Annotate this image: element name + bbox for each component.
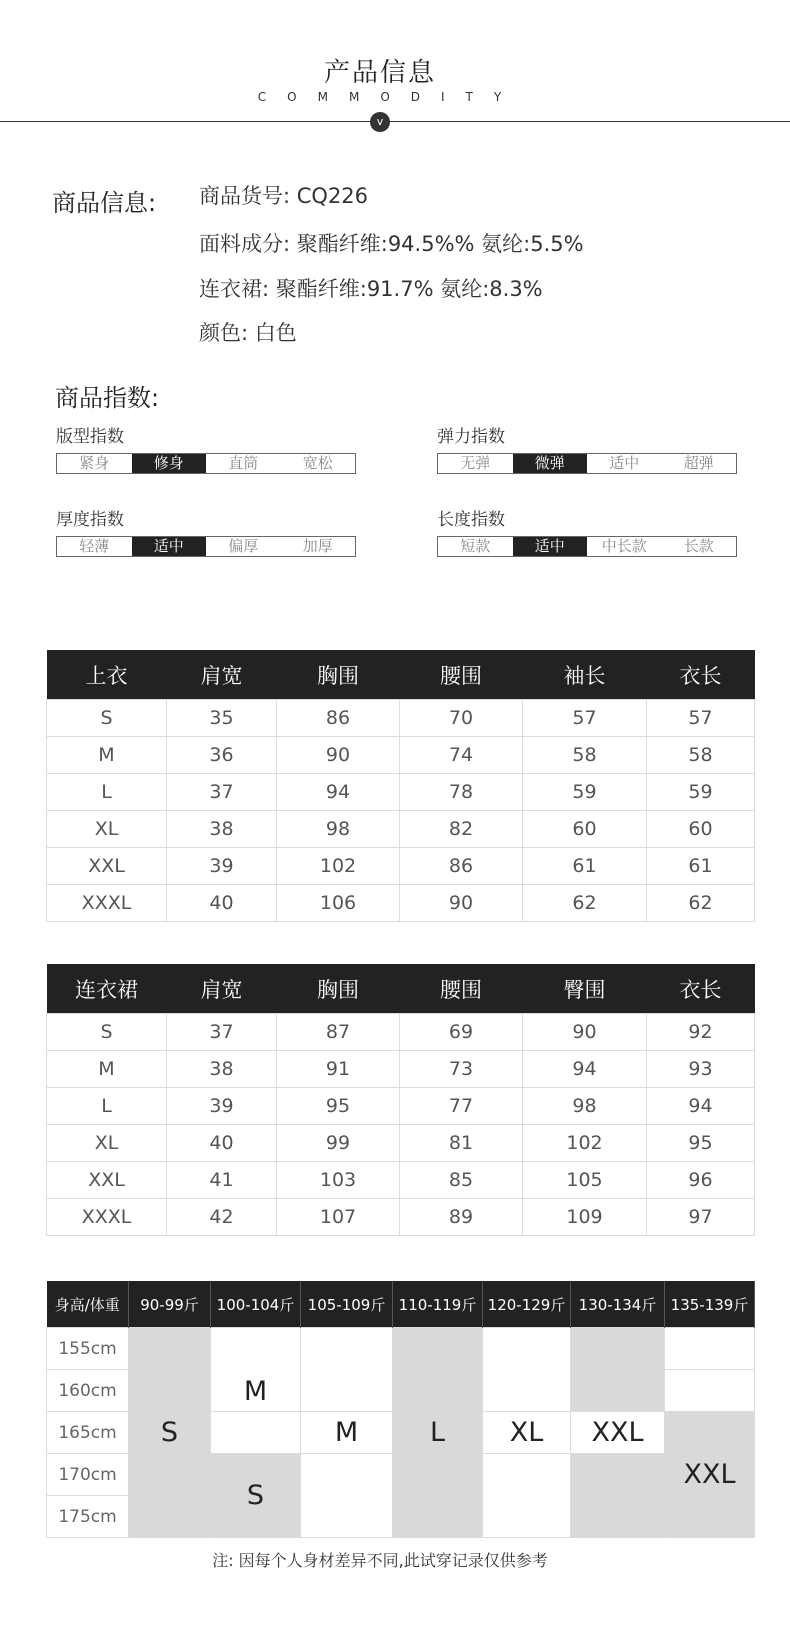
empty-cell <box>301 1454 393 1538</box>
table-cell: 60 <box>523 811 647 848</box>
table-cell: 60 <box>647 811 755 848</box>
height-cell: 160cm <box>47 1370 129 1412</box>
index-name: 厚度指数 <box>56 510 124 530</box>
table-cell: 96 <box>647 1162 755 1199</box>
table-cell: 39 <box>167 1088 277 1125</box>
table-cell: 105 <box>523 1162 647 1199</box>
table-cell: 85 <box>400 1162 523 1199</box>
index-option-selected: 适中 <box>132 537 207 556</box>
column-header: 腰围 <box>400 964 523 1014</box>
table-cell: 57 <box>647 700 755 737</box>
index-option-selected: 适中 <box>513 537 588 556</box>
top-size-table <box>46 650 755 922</box>
fit-reference-table <box>46 1281 755 1538</box>
empty-cell <box>301 1328 393 1412</box>
table-cell: 62 <box>647 885 755 922</box>
index-option: 直筒 <box>228 454 259 472</box>
chevron-down-icon: v <box>370 112 390 132</box>
index-option-selected: 微弹 <box>513 454 588 473</box>
empty-cell <box>483 1328 571 1412</box>
table-cell: 107 <box>277 1199 400 1236</box>
product-code: 商品货号: CQ226 <box>199 184 369 208</box>
table-cell: L <box>47 1088 167 1125</box>
table-row <box>47 774 755 811</box>
table-cell: 93 <box>647 1051 755 1088</box>
column-header: 连衣裙 <box>47 964 167 1014</box>
section-subtitle: COMMODITY <box>257 90 523 104</box>
column-header: 衣长 <box>647 650 755 700</box>
length-index <box>437 505 737 557</box>
table-cell: M <box>47 737 167 774</box>
table-cell: 94 <box>277 774 400 811</box>
empty-cell <box>483 1454 571 1538</box>
column-header: 腰围 <box>400 650 523 700</box>
empty-cell <box>665 1370 755 1412</box>
table-cell: 40 <box>167 885 277 922</box>
size-cell: XXL <box>665 1412 755 1538</box>
table-cell: 98 <box>523 1088 647 1125</box>
table-cell: 73 <box>400 1051 523 1088</box>
height-cell: 175cm <box>47 1496 129 1538</box>
column-header: 肩宽 <box>167 964 277 1014</box>
table-cell: 81 <box>400 1125 523 1162</box>
index-option: 宽松 <box>302 454 333 472</box>
table-header-row <box>47 650 755 700</box>
table-cell: 97 <box>647 1199 755 1236</box>
column-header: 130-134斤 <box>571 1281 665 1328</box>
table-cell: 94 <box>523 1051 647 1088</box>
index-option: 短款 <box>460 537 491 555</box>
table-cell: 98 <box>277 811 400 848</box>
table-cell: 69 <box>400 1014 523 1051</box>
table-row <box>47 848 755 885</box>
size-cell: XL <box>483 1412 571 1454</box>
index-scale <box>437 453 737 474</box>
table-cell: 86 <box>400 848 523 885</box>
table-cell: 95 <box>647 1125 755 1162</box>
table-cell: 38 <box>167 811 277 848</box>
table-row <box>47 885 755 922</box>
table-cell: 57 <box>523 700 647 737</box>
table-row <box>47 1199 755 1236</box>
table-cell: XL <box>47 811 167 848</box>
table-cell: 91 <box>277 1051 400 1088</box>
table-cell: 58 <box>647 737 755 774</box>
column-header: 袖长 <box>523 650 647 700</box>
table-cell: 37 <box>167 1014 277 1051</box>
table-cell: 92 <box>647 1014 755 1051</box>
table-row <box>47 1162 755 1199</box>
index-option: 无弹 <box>460 454 491 472</box>
index-option: 紧身 <box>79 454 110 472</box>
column-header: 肩宽 <box>167 650 277 700</box>
table-cell: 87 <box>277 1014 400 1051</box>
table-header-row <box>47 964 755 1014</box>
table-cell: L <box>47 774 167 811</box>
index-scale <box>56 453 356 474</box>
height-cell: 155cm <box>47 1328 129 1370</box>
table-cell: XXL <box>47 848 167 885</box>
empty-cell <box>211 1412 301 1454</box>
size-cell: L <box>393 1328 483 1538</box>
column-header: 臀围 <box>523 964 647 1014</box>
table-row <box>47 1051 755 1088</box>
size-cell: M <box>211 1328 301 1412</box>
thickness-index <box>56 505 356 557</box>
table-cell: 38 <box>167 1051 277 1088</box>
table-cell: 62 <box>523 885 647 922</box>
table-cell: 61 <box>523 848 647 885</box>
table-cell: 95 <box>277 1088 400 1125</box>
table-cell: 70 <box>400 700 523 737</box>
table-cell: 42 <box>167 1199 277 1236</box>
index-option: 长款 <box>683 537 714 555</box>
table-cell: 90 <box>400 885 523 922</box>
table-cell: 36 <box>167 737 277 774</box>
table-row <box>47 1125 755 1162</box>
table-cell: 41 <box>167 1162 277 1199</box>
table-row <box>47 1014 755 1051</box>
table-cell: S <box>47 700 167 737</box>
column-header: 135-139斤 <box>665 1281 755 1328</box>
index-option: 轻薄 <box>79 537 110 555</box>
column-header: 胸围 <box>277 650 400 700</box>
table-cell: 99 <box>277 1125 400 1162</box>
size-cell: S <box>129 1328 211 1538</box>
table-cell: 78 <box>400 774 523 811</box>
dress-size-table <box>46 964 755 1236</box>
empty-cell <box>571 1328 665 1412</box>
column-header: 100-104斤 <box>211 1281 301 1328</box>
size-cell: M <box>301 1412 393 1454</box>
table-cell: XXXL <box>47 1199 167 1236</box>
table-cell: 82 <box>400 811 523 848</box>
size-cell: XXL <box>571 1412 665 1454</box>
table-cell: 103 <box>277 1162 400 1199</box>
table-cell: 89 <box>400 1199 523 1236</box>
size-cell: S <box>211 1454 301 1538</box>
table-cell: 39 <box>167 848 277 885</box>
table-cell: 40 <box>167 1125 277 1162</box>
index-name: 长度指数 <box>437 510 505 530</box>
table-cell: 109 <box>523 1199 647 1236</box>
column-header: 105-109斤 <box>301 1281 393 1328</box>
table-cell: 61 <box>647 848 755 885</box>
table-cell: 59 <box>523 774 647 811</box>
table-row <box>47 1088 755 1125</box>
table-cell: 35 <box>167 700 277 737</box>
index-scale <box>437 536 737 557</box>
empty-cell <box>571 1454 665 1538</box>
fabric-composition: 面料成分: 聚酯纤维:94.5%% 氨纶:5.5% <box>199 232 584 256</box>
table-cell: 77 <box>400 1088 523 1125</box>
stretch-index <box>437 422 737 474</box>
index-name: 版型指数 <box>56 427 124 447</box>
column-header: 上衣 <box>47 650 167 700</box>
index-name: 弹力指数 <box>437 427 505 447</box>
column-header: 120-129斤 <box>483 1281 571 1328</box>
index-option: 偏厚 <box>228 537 259 555</box>
index-option: 超弹 <box>683 454 714 472</box>
table-cell: 90 <box>277 737 400 774</box>
table-cell: 102 <box>277 848 400 885</box>
column-header: 110-119斤 <box>393 1281 483 1328</box>
table-row <box>47 811 755 848</box>
table-header-row <box>47 1281 755 1328</box>
table-cell: 58 <box>523 737 647 774</box>
column-header: 90-99斤 <box>129 1281 211 1328</box>
table-row <box>47 737 755 774</box>
index-option: 中长款 <box>601 537 647 555</box>
table-cell: 74 <box>400 737 523 774</box>
table-cell: 94 <box>647 1088 755 1125</box>
section-title: 产品信息 <box>323 58 436 88</box>
dress-composition: 连衣裙: 聚酯纤维:91.7% 氨纶:8.3% <box>199 277 543 301</box>
product-info-label: 商品信息: <box>52 189 157 217</box>
table-cell: 90 <box>523 1014 647 1051</box>
index-option: 加厚 <box>302 537 333 555</box>
table-cell: 37 <box>167 774 277 811</box>
fit-index <box>56 422 356 474</box>
table-cell: M <box>47 1051 167 1088</box>
column-header: 胸围 <box>277 964 400 1014</box>
height-cell: 165cm <box>47 1412 129 1454</box>
table-cell: 102 <box>523 1125 647 1162</box>
table-cell: S <box>47 1014 167 1051</box>
empty-cell <box>665 1328 755 1370</box>
height-cell: 170cm <box>47 1454 129 1496</box>
table-cell: XL <box>47 1125 167 1162</box>
divider <box>0 121 790 122</box>
table-row <box>47 1328 755 1370</box>
table-cell: 59 <box>647 774 755 811</box>
table-cell: 106 <box>277 885 400 922</box>
table-row <box>47 700 755 737</box>
table-cell: XXL <box>47 1162 167 1199</box>
product-index-label: 商品指数: <box>55 384 160 412</box>
index-option: 适中 <box>609 454 640 472</box>
disclaimer-note: 注: 因每个人身材差异不同,此试穿记录仅供参考 <box>212 1551 548 1570</box>
product-color: 颜色: 白色 <box>199 321 297 345</box>
column-header: 衣长 <box>647 964 755 1014</box>
table-cell: XXXL <box>47 885 167 922</box>
index-option-selected: 修身 <box>132 454 207 473</box>
index-scale <box>56 536 356 557</box>
table-cell: 86 <box>277 700 400 737</box>
column-header: 身高/体重 <box>47 1281 129 1328</box>
